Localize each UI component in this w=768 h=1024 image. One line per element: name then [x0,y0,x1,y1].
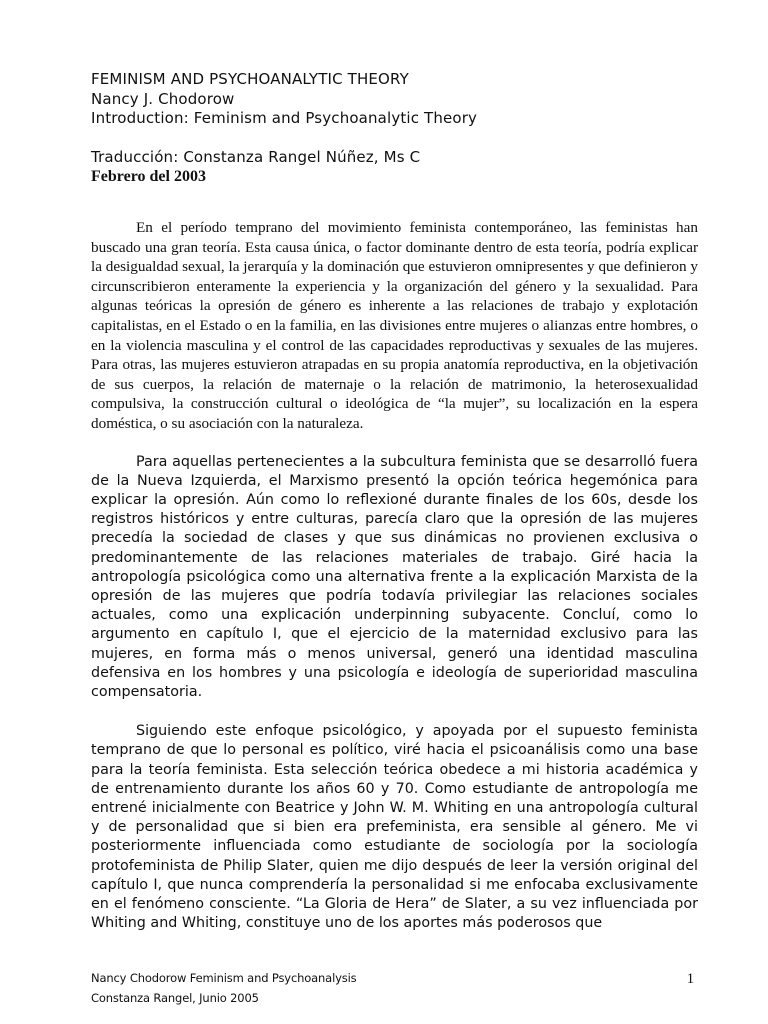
document-body [91,218,698,933]
paragraph-2: Para aquellas pertenecientes a la subcultura feminista que se desarrolló fuera de la Nueva Izquierda, el Marxismo presentó la opción teórica hegemónica para explicar la opresión. Aún como lo reflexioné durante finales de los 60s, desde los registros históricos y entre culturas, parecía claro que la opresión de las mujeres precedía la sociedad de clases y que sus dinámicas no provienen exclusiva o predominantemente de las relaciones materiales de trabajo. Giré hacia la antropología psicológica como una alternativa frente a la explicación Marxista de la opresión de las mujeres que podría todavía privilegiar las relaciones sociales actuales, como una explicación underpinning subyacente. Concluí, como lo argumento en capítulo I, que el ejercicio de la maternidad exclusivo para las mujeres, en forma más o menos universal, generó una identidad masculina defensiva en los hombres y una psicología e ideología de superioridad masculina compensatoria. [91,453,698,700]
document-page [91,0,698,1024]
publication-date: Febrero del 2003 [91,168,206,185]
footer-line-1: Nancy Chodorow Feminism and Psychoanalysis [91,971,357,985]
document-header [91,70,698,187]
document-title: FEMINISM AND PSYCHOANALYTIC THEORY [91,70,409,88]
page-number: 1 [686,971,694,987]
page-footer [91,968,698,1008]
translation-credit: Traducción: Constanza Rangel Núñez, Ms C [91,147,421,166]
document-subtitle: Introduction: Feminism and Psychoanalytic Theory [91,109,478,127]
paragraph-1: En el período temprano del movimiento feminista contemporáneo, las feministas han buscado una gran teoría. Esta causa única, o factor dominante dentro de esta teoría, podría explicar la desigualdad sexual, la jerarquía y la dominación que estuvieron omnipresentes y que definieron y circunscribieron enteramente la experiencia y la organización del género y la sexualidad. Para algunas teóricas la opresión de género es inherente a las relaciones de trabajo y explotación capitalistas, en el Estado o en la familia, en las divisiones entre mujeres o alianzas entre hombres, o en la violencia masculina y el control de las capacidades reproductivas y sexuales de las mujeres. Para otras, las mujeres estuvieron atrapadas en su propia anatomía reproductiva, en la objetivación de sus cuerpos, la relación de maternaje o la relación de matrimonio, la heterosexualidad compulsiva, la construcción cultural o ideológica de “la mujer”, su localización en la espera doméstica, o su asociación con la naturaleza. [91,219,698,432]
footer-line-2: Constanza Rangel, Junio 2005 [91,991,259,1005]
author-name: Nancy J. Chodorow [91,89,235,108]
paragraph-3: Siguiendo este enfoque psicológico, y apoyada por el supuesto feminista temprano de que lo personal es político, viré hacia el psicoanálisis como una base para la teoría feminista. Esta selección teórica obedece a mi historia académica y de entrenamiento durante los años 60 y 70. Como estudiante de antropología me entrené inicialmente con Beatrice y John W. M. Whiting en una antropología cultural y de personalidad que si bien era prefeminista, era sensible al género. Me vi posteriormente influenciada como estudiante de sociología por la sociología protofeminista de Philip Slater, quien me dijo después de leer la versión original del capítulo I, que nunca comprendería la personalidad si me enfocaba exclusivamente en el fenómeno consciente. “La Gloria de Hera” de Slater, a su vez influenciada por Whiting and Whiting, constituye uno de los aportes más poderosos que [91,723,698,932]
